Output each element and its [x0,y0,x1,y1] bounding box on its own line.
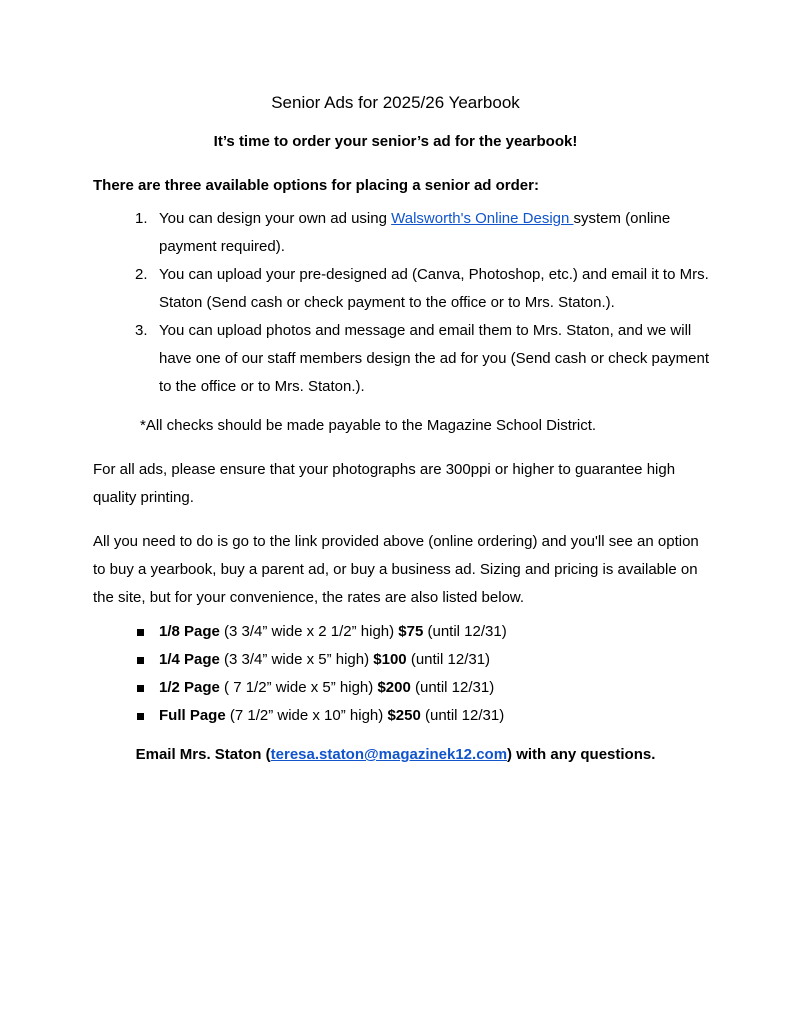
checks-note: *All checks should be made payable to the Magazine School District. [140,417,597,434]
walsworth-online-design-link[interactable]: Walsworth's Online Design [391,210,574,227]
option-text: system (online payment required). [159,210,671,255]
contact-text: ) with any questions. [507,746,656,763]
contact-line [0,745,791,765]
email-link[interactable]: teresa.staton@magazinek12.com [270,746,508,763]
rate-deadline: (until 12/31) [420,707,505,724]
rate-dimensions: (3 3/4” wide x 2 1/2” high) [219,623,399,640]
options-intro: There are three available options for placing a senior ad order: [93,177,539,194]
rate-item [93,674,713,702]
list-item [93,317,713,401]
options-list [93,205,713,401]
rate-deadline: (until 12/31) [406,651,491,668]
square-bullet-icon [137,685,144,692]
contact-text: Email Mrs. Staton ( [135,746,271,763]
rate-item [93,702,713,730]
rate-price: $100 [373,651,407,668]
square-bullet-icon [137,629,144,636]
square-bullet-icon [137,713,144,720]
rate-deadline: (until 12/31) [423,623,507,640]
list-item [93,261,713,317]
list-number: 1. [135,210,148,227]
rate-size: 1/8 Page [159,623,220,640]
rate-dimensions: (7 1/2” wide x 10” high) [225,707,388,724]
photo-quality-paragraph: For all ads, please ensure that your photographs are 300ppi or higher to guarantee high quality printing. [93,461,676,506]
rate-price: $250 [387,707,421,724]
ordering-paragraph: All you need to do is go to the link provided above (online ordering) and you'll see an option to buy a yearbook, buy a parent ad, or buy a business ad. Sizing and pricing is available on the site, but for your convenience, the rates are also listed below. [93,533,699,606]
rate-item [93,618,713,646]
rate-size: 1/2 Page [159,679,220,696]
page-title: Senior Ads for 2025/26 Yearbook [271,93,520,112]
rate-size: Full Page [159,707,226,724]
rate-size: 1/4 Page [159,651,220,668]
list-number: 2. [135,266,148,283]
rate-deadline: (until 12/31) [410,679,495,696]
option-text: You can upload photos and message and email them to Mrs. Staton, and we will have one of our staff members design the ad for you (Send cash or check payment to the office or to Mrs. Staton.). [159,322,710,395]
rates-list [93,618,713,730]
rate-item [93,646,713,674]
rate-dimensions: ( 7 1/2” wide x 5” high) [219,679,378,696]
list-item [93,205,713,261]
rate-price: $200 [377,679,411,696]
square-bullet-icon [137,657,144,664]
option-text: You can design your own ad using [159,210,392,227]
rate-price: $75 [398,623,424,640]
list-number: 3. [135,322,148,339]
option-text: You can upload your pre-designed ad (Canva, Photoshop, etc.) and email it to Mrs. Staton (Send cash or check payment to the office or to Mrs. Staton.). [159,266,709,311]
subtitle: It’s time to order your senior’s ad for the yearbook! [213,133,578,150]
rate-dimensions: (3 3/4” wide x 5” high) [219,651,374,668]
